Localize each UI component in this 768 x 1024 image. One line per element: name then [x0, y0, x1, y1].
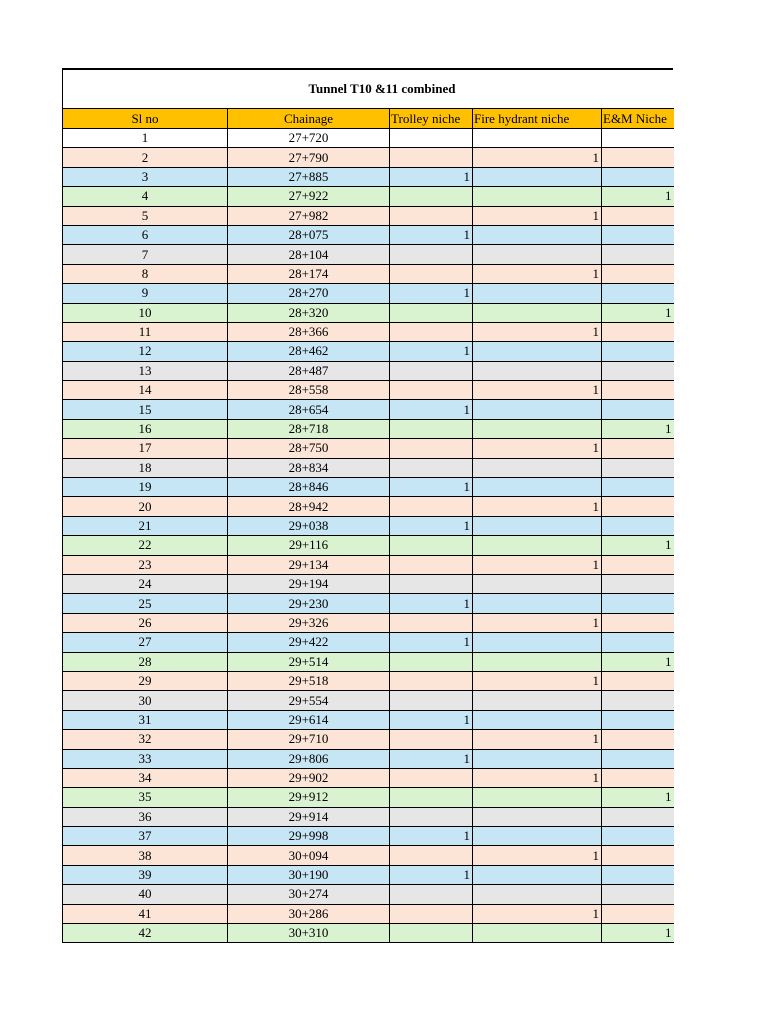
chainage-cell[interactable]: 28+834 [228, 458, 390, 477]
sl-no-cell[interactable]: 16 [63, 419, 228, 438]
sl-no-cell[interactable]: 5 [63, 206, 228, 225]
table-row [63, 904, 674, 923]
table-row [63, 827, 674, 846]
table-row [63, 710, 674, 729]
em-niche-cell[interactable]: 1 [602, 187, 674, 206]
trolley-niche-cell[interactable] [390, 536, 473, 555]
em-niche-cell[interactable]: 1 [602, 652, 674, 671]
trolley-niche-cell[interactable] [390, 574, 473, 593]
sl-no-cell[interactable]: 38 [63, 846, 228, 865]
em-niche-cell[interactable] [602, 284, 674, 303]
em-niche-cell[interactable] [602, 167, 674, 186]
table-row [63, 458, 674, 477]
em-niche-cell[interactable] [602, 129, 674, 148]
em-niche-cell[interactable]: 1 [602, 303, 674, 322]
em-niche-cell[interactable] [602, 381, 674, 400]
table-row [63, 691, 674, 710]
sl-no-cell[interactable]: 25 [63, 594, 228, 613]
trolley-niche-cell[interactable]: 1 [390, 594, 473, 613]
sl-no-cell[interactable]: 21 [63, 516, 228, 535]
trolley-niche-cell[interactable]: 1 [390, 225, 473, 244]
em-niche-cell[interactable] [602, 458, 674, 477]
sl-no-cell[interactable]: 7 [63, 245, 228, 264]
trolley-niche-cell[interactable] [390, 924, 473, 943]
trolley-niche-cell[interactable] [390, 439, 473, 458]
sl-no-cell[interactable]: 42 [63, 924, 228, 943]
sl-no-cell[interactable]: 28 [63, 652, 228, 671]
trolley-niche-cell[interactable] [390, 652, 473, 671]
table-row [63, 807, 674, 826]
trolley-niche-cell[interactable] [390, 264, 473, 283]
chainage-cell[interactable]: 28+366 [228, 322, 390, 341]
sl-no-cell[interactable]: 27 [63, 633, 228, 652]
fire-hydrant-niche-cell[interactable] [473, 633, 602, 652]
trolley-niche-cell[interactable]: 1 [390, 516, 473, 535]
sl-no-cell[interactable]: 34 [63, 768, 228, 787]
chainage-cell[interactable]: 28+942 [228, 497, 390, 516]
fire-hydrant-niche-cell[interactable] [473, 400, 602, 419]
fire-hydrant-niche-cell[interactable]: 1 [473, 904, 602, 923]
em-niche-cell[interactable] [602, 497, 674, 516]
header-trolley-niche[interactable]: Trolley niche [390, 109, 473, 129]
fire-hydrant-niche-cell[interactable] [473, 749, 602, 768]
fire-hydrant-niche-cell[interactable] [473, 303, 602, 322]
fire-hydrant-niche-cell[interactable] [473, 710, 602, 729]
fire-hydrant-niche-cell[interactable]: 1 [473, 768, 602, 787]
em-niche-cell[interactable]: 1 [602, 536, 674, 555]
fire-hydrant-niche-cell[interactable]: 1 [473, 264, 602, 283]
table-row [63, 284, 674, 303]
sl-no-cell[interactable]: 37 [63, 827, 228, 846]
fire-hydrant-niche-cell[interactable] [473, 807, 602, 826]
chainage-cell[interactable]: 30+190 [228, 865, 390, 884]
sl-no-cell[interactable]: 2 [63, 148, 228, 167]
fire-hydrant-niche-cell[interactable] [473, 284, 602, 303]
sl-no-cell[interactable]: 24 [63, 574, 228, 593]
table-row [63, 865, 674, 884]
table-row [63, 148, 674, 167]
chainage-cell[interactable]: 29+422 [228, 633, 390, 652]
chainage-cell[interactable]: 30+274 [228, 885, 390, 904]
table-row [63, 924, 674, 943]
trolley-niche-cell[interactable] [390, 419, 473, 438]
table-row [63, 885, 674, 904]
em-niche-cell[interactable] [602, 342, 674, 361]
spreadsheet [62, 68, 673, 943]
chainage-cell[interactable]: 28+174 [228, 264, 390, 283]
sl-no-cell[interactable]: 22 [63, 536, 228, 555]
trolley-niche-cell[interactable] [390, 497, 473, 516]
trolley-niche-cell[interactable] [390, 148, 473, 167]
chainage-cell[interactable]: 28+654 [228, 400, 390, 419]
chainage-cell[interactable]: 28+075 [228, 225, 390, 244]
chainage-cell[interactable]: 30+310 [228, 924, 390, 943]
table-row [63, 846, 674, 865]
sl-no-cell[interactable]: 40 [63, 885, 228, 904]
chainage-cell[interactable]: 28+750 [228, 439, 390, 458]
sl-no-cell[interactable]: 36 [63, 807, 228, 826]
em-niche-cell[interactable] [602, 768, 674, 787]
chainage-cell[interactable]: 28+320 [228, 303, 390, 322]
table-row [63, 555, 674, 574]
fire-hydrant-niche-cell[interactable] [473, 419, 602, 438]
trolley-niche-cell[interactable] [390, 187, 473, 206]
sl-no-cell[interactable]: 9 [63, 284, 228, 303]
trolley-niche-cell[interactable] [390, 768, 473, 787]
table-row [63, 497, 674, 516]
em-niche-cell[interactable] [602, 904, 674, 923]
em-niche-cell[interactable] [602, 749, 674, 768]
chainage-cell[interactable]: 28+487 [228, 361, 390, 380]
fire-hydrant-niche-cell[interactable] [473, 691, 602, 710]
em-niche-cell[interactable] [602, 478, 674, 497]
trolley-niche-cell[interactable]: 1 [390, 478, 473, 497]
em-niche-cell[interactable] [602, 730, 674, 749]
header-em-niche[interactable]: E&M Niche [602, 109, 674, 129]
fire-hydrant-niche-cell[interactable] [473, 342, 602, 361]
em-niche-cell[interactable]: 1 [602, 788, 674, 807]
trolley-niche-cell[interactable] [390, 129, 473, 148]
table-row [63, 381, 674, 400]
fire-hydrant-niche-cell[interactable] [473, 167, 602, 186]
table-row [63, 439, 674, 458]
trolley-niche-cell[interactable]: 1 [390, 710, 473, 729]
header-sl-no[interactable]: Sl no [63, 109, 228, 129]
chainage-cell[interactable]: 29+914 [228, 807, 390, 826]
chainage-cell[interactable]: 29+710 [228, 730, 390, 749]
chainage-cell[interactable]: 27+720 [228, 129, 390, 148]
table-row [63, 768, 674, 787]
table-row [63, 303, 674, 322]
em-niche-cell[interactable]: 1 [602, 419, 674, 438]
em-niche-cell[interactable] [602, 691, 674, 710]
em-niche-cell[interactable] [602, 846, 674, 865]
trolley-niche-cell[interactable]: 1 [390, 827, 473, 846]
trolley-niche-cell[interactable] [390, 206, 473, 225]
niche-table [62, 108, 674, 943]
chainage-cell[interactable]: 27+790 [228, 148, 390, 167]
trolley-niche-cell[interactable]: 1 [390, 865, 473, 884]
em-niche-cell[interactable] [602, 225, 674, 244]
sl-no-cell[interactable]: 15 [63, 400, 228, 419]
em-niche-cell[interactable] [602, 613, 674, 632]
em-niche-cell[interactable] [602, 827, 674, 846]
chainage-cell[interactable]: 29+554 [228, 691, 390, 710]
sl-no-cell[interactable]: 20 [63, 497, 228, 516]
chainage-cell[interactable]: 29+326 [228, 613, 390, 632]
chainage-cell[interactable]: 29+116 [228, 536, 390, 555]
chainage-cell[interactable]: 29+514 [228, 652, 390, 671]
em-niche-cell[interactable] [602, 148, 674, 167]
table-row [63, 478, 674, 497]
table-row [63, 671, 674, 690]
chainage-cell[interactable]: 29+912 [228, 788, 390, 807]
fire-hydrant-niche-cell[interactable] [473, 885, 602, 904]
em-niche-cell[interactable] [602, 516, 674, 535]
em-niche-cell[interactable] [602, 865, 674, 884]
table-row [63, 536, 674, 555]
chainage-cell[interactable]: 27+982 [228, 206, 390, 225]
trolley-niche-cell[interactable] [390, 458, 473, 477]
trolley-niche-cell[interactable]: 1 [390, 167, 473, 186]
sl-no-cell[interactable]: 33 [63, 749, 228, 768]
table-row [63, 187, 674, 206]
sl-no-cell[interactable]: 10 [63, 303, 228, 322]
fire-hydrant-niche-cell[interactable] [473, 594, 602, 613]
fire-hydrant-niche-cell[interactable] [473, 574, 602, 593]
table-row [63, 633, 674, 652]
fire-hydrant-niche-cell[interactable] [473, 827, 602, 846]
header-fire-hydrant-niche[interactable]: Fire hydrant niche [473, 109, 602, 129]
fire-hydrant-niche-cell[interactable]: 1 [473, 439, 602, 458]
em-niche-cell[interactable] [602, 710, 674, 729]
table-row [63, 225, 674, 244]
fire-hydrant-niche-cell[interactable] [473, 245, 602, 264]
fire-hydrant-niche-cell[interactable]: 1 [473, 322, 602, 341]
table-row [63, 730, 674, 749]
em-niche-cell[interactable]: 1 [602, 924, 674, 943]
sl-no-cell[interactable]: 30 [63, 691, 228, 710]
em-niche-cell[interactable] [602, 322, 674, 341]
table-row [63, 419, 674, 438]
trolley-niche-cell[interactable] [390, 691, 473, 710]
chainage-cell[interactable]: 28+104 [228, 245, 390, 264]
trolley-niche-cell[interactable]: 1 [390, 633, 473, 652]
trolley-niche-cell[interactable] [390, 322, 473, 341]
fire-hydrant-niche-cell[interactable]: 1 [473, 846, 602, 865]
fire-hydrant-niche-cell[interactable] [473, 865, 602, 884]
chainage-cell[interactable]: 29+998 [228, 827, 390, 846]
fire-hydrant-niche-cell[interactable] [473, 458, 602, 477]
sl-no-cell[interactable]: 41 [63, 904, 228, 923]
table-title-cell[interactable] [62, 68, 673, 108]
sl-no-cell[interactable]: 8 [63, 264, 228, 283]
fire-hydrant-niche-cell[interactable] [473, 924, 602, 943]
em-niche-cell[interactable] [602, 206, 674, 225]
chainage-cell[interactable]: 27+922 [228, 187, 390, 206]
trolley-niche-cell[interactable] [390, 846, 473, 865]
sl-no-cell[interactable]: 1 [63, 129, 228, 148]
chainage-cell[interactable]: 28+270 [228, 284, 390, 303]
fire-hydrant-niche-cell[interactable] [473, 187, 602, 206]
trolley-niche-cell[interactable]: 1 [390, 749, 473, 768]
table-row [63, 574, 674, 593]
chainage-cell[interactable]: 30+286 [228, 904, 390, 923]
table-row [63, 342, 674, 361]
chainage-cell[interactable]: 28+718 [228, 419, 390, 438]
fire-hydrant-niche-cell[interactable] [473, 536, 602, 555]
em-niche-cell[interactable] [602, 245, 674, 264]
sl-no-cell[interactable]: 32 [63, 730, 228, 749]
table-row [63, 264, 674, 283]
trolley-niche-cell[interactable] [390, 904, 473, 923]
chainage-cell[interactable]: 29+806 [228, 749, 390, 768]
trolley-niche-cell[interactable] [390, 361, 473, 380]
sl-no-cell[interactable]: 17 [63, 439, 228, 458]
table-row [63, 245, 674, 264]
fire-hydrant-niche-cell[interactable]: 1 [473, 497, 602, 516]
sl-no-cell[interactable]: 29 [63, 671, 228, 690]
trolley-niche-cell[interactable] [390, 303, 473, 322]
em-niche-cell[interactable] [602, 361, 674, 380]
fire-hydrant-niche-cell[interactable]: 1 [473, 613, 602, 632]
fire-hydrant-niche-cell[interactable] [473, 788, 602, 807]
header-chainage[interactable]: Chainage [228, 109, 390, 129]
trolley-niche-cell[interactable] [390, 788, 473, 807]
fire-hydrant-niche-cell[interactable] [473, 361, 602, 380]
sl-no-cell[interactable]: 6 [63, 225, 228, 244]
sl-no-cell[interactable]: 26 [63, 613, 228, 632]
em-niche-cell[interactable] [602, 594, 674, 613]
em-niche-cell[interactable] [602, 264, 674, 283]
sl-no-cell[interactable]: 31 [63, 710, 228, 729]
trolley-niche-cell[interactable] [390, 245, 473, 264]
chainage-cell[interactable]: 29+134 [228, 555, 390, 574]
fire-hydrant-niche-cell[interactable] [473, 478, 602, 497]
sl-no-cell[interactable]: 19 [63, 478, 228, 497]
sl-no-cell[interactable]: 12 [63, 342, 228, 361]
fire-hydrant-niche-cell[interactable]: 1 [473, 206, 602, 225]
table-row [63, 322, 674, 341]
trolley-niche-cell[interactable] [390, 613, 473, 632]
em-niche-cell[interactable] [602, 439, 674, 458]
fire-hydrant-niche-cell[interactable]: 1 [473, 671, 602, 690]
sl-no-cell[interactable]: 39 [63, 865, 228, 884]
chainage-cell[interactable]: 29+194 [228, 574, 390, 593]
chainage-cell[interactable]: 29+518 [228, 671, 390, 690]
table-row [63, 400, 674, 419]
sl-no-cell[interactable]: 11 [63, 322, 228, 341]
chainage-cell[interactable]: 30+094 [228, 846, 390, 865]
sl-no-cell[interactable]: 3 [63, 167, 228, 186]
chainage-cell[interactable]: 27+885 [228, 167, 390, 186]
fire-hydrant-niche-cell[interactable]: 1 [473, 381, 602, 400]
trolley-niche-cell[interactable] [390, 671, 473, 690]
table-row [63, 167, 674, 186]
em-niche-cell[interactable] [602, 574, 674, 593]
sl-no-cell[interactable]: 4 [63, 187, 228, 206]
em-niche-cell[interactable] [602, 400, 674, 419]
trolley-niche-cell[interactable] [390, 885, 473, 904]
table-title: Tunnel T10 &11 combined [308, 81, 456, 96]
chainage-cell[interactable]: 29+038 [228, 516, 390, 535]
fire-hydrant-niche-cell[interactable] [473, 129, 602, 148]
table-row [63, 788, 674, 807]
em-niche-cell[interactable] [602, 633, 674, 652]
table-row [63, 594, 674, 613]
chainage-cell[interactable]: 28+558 [228, 381, 390, 400]
trolley-niche-cell[interactable]: 1 [390, 400, 473, 419]
trolley-niche-cell[interactable]: 1 [390, 284, 473, 303]
table-body [63, 129, 674, 943]
table-row [63, 206, 674, 225]
chainage-cell[interactable]: 28+462 [228, 342, 390, 361]
table-row [63, 749, 674, 768]
trolley-niche-cell[interactable] [390, 730, 473, 749]
fire-hydrant-niche-cell[interactable]: 1 [473, 555, 602, 574]
chainage-cell[interactable]: 29+614 [228, 710, 390, 729]
em-niche-cell[interactable] [602, 555, 674, 574]
fire-hydrant-niche-cell[interactable]: 1 [473, 148, 602, 167]
table-row [63, 652, 674, 671]
table-row [63, 516, 674, 535]
em-niche-cell[interactable] [602, 807, 674, 826]
fire-hydrant-niche-cell[interactable] [473, 516, 602, 535]
sl-no-cell[interactable]: 14 [63, 381, 228, 400]
trolley-niche-cell[interactable] [390, 381, 473, 400]
fire-hydrant-niche-cell[interactable] [473, 652, 602, 671]
trolley-niche-cell[interactable] [390, 555, 473, 574]
sl-no-cell[interactable]: 18 [63, 458, 228, 477]
table-row [63, 613, 674, 632]
trolley-niche-cell[interactable]: 1 [390, 342, 473, 361]
fire-hydrant-niche-cell[interactable] [473, 225, 602, 244]
sl-no-cell[interactable]: 35 [63, 788, 228, 807]
em-niche-cell[interactable] [602, 671, 674, 690]
trolley-niche-cell[interactable] [390, 807, 473, 826]
fire-hydrant-niche-cell[interactable]: 1 [473, 730, 602, 749]
table-row [63, 361, 674, 380]
table-row [63, 129, 674, 148]
sl-no-cell[interactable]: 23 [63, 555, 228, 574]
header-row [63, 109, 674, 129]
em-niche-cell[interactable] [602, 885, 674, 904]
chainage-cell[interactable]: 29+902 [228, 768, 390, 787]
chainage-cell[interactable]: 29+230 [228, 594, 390, 613]
sl-no-cell[interactable]: 13 [63, 361, 228, 380]
chainage-cell[interactable]: 28+846 [228, 478, 390, 497]
